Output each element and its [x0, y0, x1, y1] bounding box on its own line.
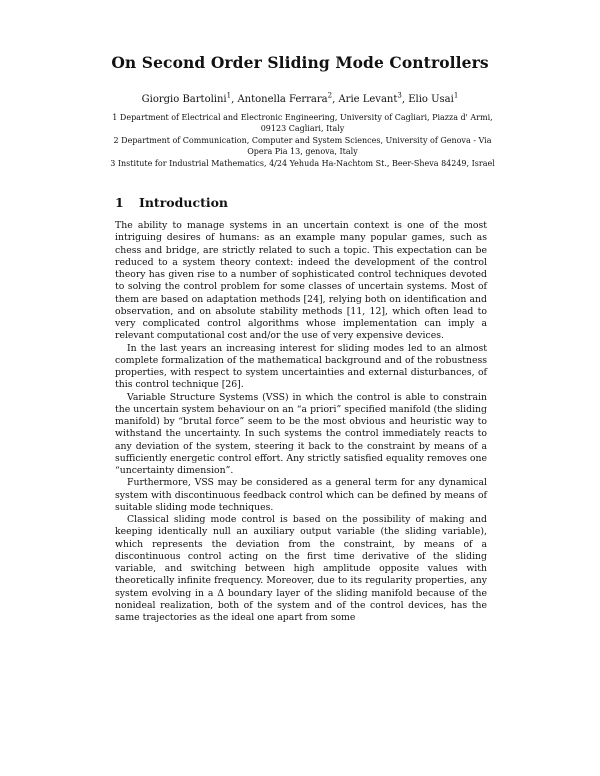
author-affiliation-mark: 1: [226, 92, 232, 100]
affiliation: 2 Department of Communication, Computer and System Sciences, University of Genova - Via Opera Pia 13, genova, Italy: [113, 135, 492, 157]
body-text: [115, 220, 487, 624]
affiliation: 1 Department of Electrical and Electronic Engineering, University of Cagliari, Piazza d' Armi, 09123 Cagliari, Italy: [112, 113, 493, 134]
author-affiliation-mark: 3: [397, 92, 402, 100]
author-name: Giorgio Bartolini: [141, 94, 227, 106]
section-number: 1: [115, 195, 124, 210]
paper-title: On Second Order Sliding Mode Controllers: [111, 53, 489, 72]
paragraph: In the last years an increasing interest for sliding modes led to an almost complete formalization of the mathematical background and of the robustness properties, with respect to system uncertainties and external disturbances, of this control technique [26].: [115, 342, 487, 391]
author-name: Antonella Ferrara: [237, 94, 328, 106]
section-title: Introduction: [139, 195, 229, 210]
affiliation: 3 Institute for Industrial Mathematics, 4/24 Yehuda Ha-Nachtom St., Beer-Sheva 84249, Israel: [110, 158, 495, 168]
paragraph: Classical sliding mode control is based on the possibility of making and keeping identically null an auxiliary output variable (the sliding variable), which represents the deviation from the constraint, by means of a discontinuous control acting on the first time derivative of the sliding variable, and switching between high amplitude opposite values with theoretically infinite frequency. Moreover, due to its regularity properties, any system evolving in a Δ boundary layer of the sliding manifold because of the nonideal realization, both of the system and of the control devices, has the same trajectories as the ideal one apart from some: [115, 514, 487, 623]
author: [408, 94, 458, 105]
author-name: Arie Levant: [338, 94, 398, 106]
paragraph: Variable Structure Systems (VSS) in which the control is able to constrain the uncertain system behaviour on an “a priori” specified manifold (the sliding manifold) by “brutal force” seem to be the most obvious and heuristic way to withstand the uncertainty. In such systems the control immediately reacts to any deviation of the system, steering it back to the constraint by means of a sufficiently energetic control effort. Any strictly satisfied equality removes one “uncertainty dimension”.: [115, 391, 487, 476]
author: [142, 94, 238, 105]
author-separator: ,: [231, 94, 238, 106]
paragraph: Furthermore, VSS may be considered as a general term for any dynamical system with discontinuous feedback control which can be defined by means of suitable sliding mode techniques.: [115, 477, 487, 513]
author-list: [0, 92, 600, 105]
section-heading: [115, 195, 228, 210]
author-affiliation-mark: 1: [453, 92, 459, 100]
author: [237, 94, 338, 105]
paragraph: The ability to manage systems in an uncertain context is one of the most intriguing desires of humans: as an example many popular games, such as chess and bridge, are strictly related to such a topic. This expectation can be reduced to a system theory context: indeed the development of the control theory has given rise to a number of sophisticated control techniques devoted to solving the control problem for some classes of uncertain systems. Most of them are based on adaptation methods [24], relying both on identification and observation, and on absolute stability methods [11, 12], which often lead to very complicated control algorithms whose implementation can imply a relevant computational cost and/or the use of very expensive devices.: [115, 220, 487, 342]
author-affiliation-mark: 2: [327, 92, 333, 100]
author-separator: ,: [332, 94, 339, 106]
author: [338, 94, 408, 105]
author-separator: ,: [401, 94, 409, 106]
author-name: Elio Usai: [408, 94, 454, 106]
affiliation-list: [110, 112, 495, 169]
